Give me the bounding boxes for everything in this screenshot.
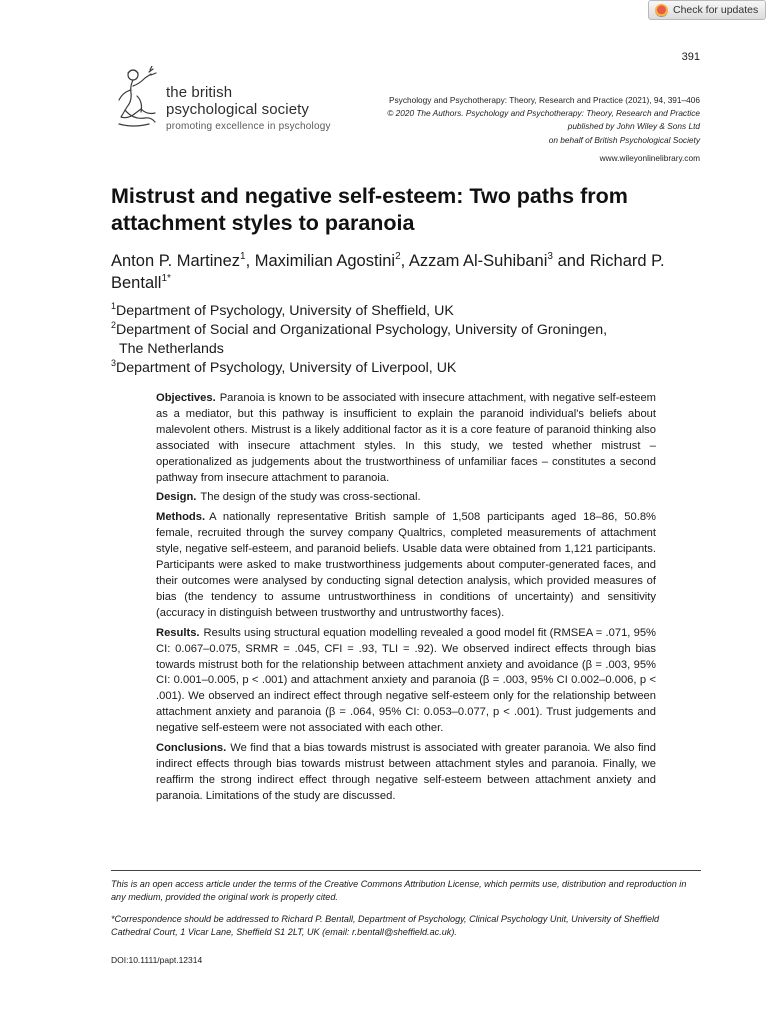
author-name: Richard P. Bentall bbox=[111, 252, 665, 292]
abstract-objectives bbox=[156, 391, 656, 486]
affiliations bbox=[111, 302, 711, 378]
logo-tagline: promoting excellence in psychology bbox=[166, 121, 331, 132]
affiliation-item bbox=[111, 302, 711, 321]
journal-info bbox=[387, 94, 700, 147]
journal-publisher: published by John Wiley & Sons Ltd bbox=[567, 121, 700, 132]
author-affiliation-mark: 3 bbox=[547, 251, 553, 262]
abstract bbox=[156, 391, 656, 809]
abstract-methods bbox=[156, 510, 656, 621]
footer-divider bbox=[111, 870, 701, 871]
abstract-section-text: We find that a bias towards mistrust is associated with greater paranoia. We also find indirect effects through bias towards mistrust between attachment styles and paranoia. Finally, we reaffirm the strong indirect effect through negative self-esteem between attachment anxiety and paranoia. Limitations of the study are discussed. bbox=[156, 742, 656, 802]
abstract-section-label: Objectives. bbox=[156, 392, 216, 404]
author-affiliation-mark: 1 bbox=[161, 273, 168, 284]
check-for-updates-label: Check for updates bbox=[673, 4, 759, 16]
abstract-section-label: Results. bbox=[156, 626, 200, 639]
corresponding-author-mark: * bbox=[167, 273, 171, 284]
abstract-section-label: Conclusions. bbox=[156, 742, 227, 755]
correspondence-note: *Correspondence should be addressed to Richard P. Bentall, Department of Psychology, Clinical Psychology Unit, University of Sheffield Cathedral Court, 1 Vicar Lane, Sheffield S1 2LT, UK (email: r.bentall@sheffield.ac.uk). bbox=[111, 914, 660, 938]
affiliation-number: 3 bbox=[111, 358, 117, 368]
journal-on-behalf: on behalf of British Psychological Society bbox=[548, 134, 700, 145]
author-affiliation-mark: 2 bbox=[395, 251, 401, 262]
doi-link[interactable]: DOI:10.1111/papt.12314 bbox=[111, 955, 203, 965]
affiliation-number: 1 bbox=[111, 301, 117, 311]
affiliation-text: Department of Psychology, University of Liverpool, UK bbox=[116, 360, 457, 376]
author-list: Anton P. Martinez$^1$, Maximilian Agostini$^2$, Azzam Al-Suhibani$^3$ and Richard P. Bentall$^{1*}$ bbox=[111, 251, 665, 292]
author-name: Anton P. Martinez bbox=[111, 252, 241, 270]
page-number: 391 bbox=[681, 51, 700, 63]
author-affiliation-mark: 1 bbox=[240, 251, 246, 262]
abstract-results bbox=[156, 626, 656, 737]
affiliation-text: Department of Psychology, University of Sheffield, UK bbox=[116, 303, 454, 319]
abstract-section-text: Results using structural equation modelling revealed a good model fit (RMSEA = .071, 95% CI: 0.067–0.075, SRMR = .045, CFI = .93, TLI = .92). We observed indirect effects through bias towards mistrust both for the relationship between attachment anxiety and avoidance (β = .003, 95% CI: 0.001–0.005, p < .001) and attachment anxiety and paranoia (β = .003, 95% CI 0.002–0.006, p < .001). We observed an indirect effect through negative self-esteem only for the relationship between attachment anxiety and paranoia (β = .064, 95% CI: 0.053–0.077, p < .001). Trust judgements and negative self-esteem were not associated with each other. bbox=[156, 626, 656, 735]
abstract-section-label: Design. bbox=[156, 491, 197, 504]
crossmark-icon bbox=[655, 4, 668, 17]
abstract-conclusions bbox=[156, 741, 656, 805]
affiliation-text: Department of Social and Organizational Psychology, University of Groningen, bbox=[116, 322, 608, 338]
author-conjunction: and bbox=[557, 252, 586, 270]
article-title: Mistrust and negative self-esteem: Two paths from attachment styles to paranoia bbox=[111, 184, 628, 235]
logo-line1: the british bbox=[166, 84, 233, 101]
abstract-design bbox=[156, 490, 656, 506]
abstract-section-text: Paranoia is known to be associated with insecure attachment, with negative self-esteem as a mediator, but this pathway is insufficient to explain the paranoid individual's beliefs about malevolent others. Mistrust is a likely additional factor as it is a core feature of paranoid thinking also associated with insecure attachment styles. In this study, we tested whether mistrust – operationalized as judgements about the trustworthiness of unfamiliar faces – constitutes a second pathway from insecure attachment to paranoia. bbox=[156, 392, 656, 484]
bps-logo-figure-icon bbox=[111, 66, 161, 132]
license-note: This is an open access article under the terms of the Creative Commons Attribution License, which permits use, distribution and reproduction in any medium, provided the original work is properly cited. bbox=[111, 879, 687, 903]
abstract-section-label: Methods. bbox=[156, 511, 206, 524]
bps-logo bbox=[166, 84, 331, 132]
abstract-section-text: The design of the study was cross-sectional. bbox=[200, 491, 421, 504]
check-for-updates-button[interactable] bbox=[648, 0, 766, 20]
affiliation-item bbox=[111, 321, 711, 340]
author-name: Azzam Al-Suhibani bbox=[408, 252, 548, 270]
journal-url-link[interactable]: www.wileyonlinelibrary.com bbox=[599, 153, 700, 163]
journal-copyright: © 2020 The Authors. Psychology and Psychotherapy: Theory, Research and Practice bbox=[387, 108, 700, 119]
abstract-section-text: A nationally representative British sample of 1,508 participants aged 18–86, 50.8% female, recruited through the survey company Qualtrics, completed measurements of attachment style, negative self-esteem, and paranoid beliefs. Usable data were obtained from 1,121 participants. Participants were asked to make trustworthiness judgements about computer-generated faces, and their outcomes were analysed by conducting signal detection analysis, which provided measures of bias (the tendency to assume untrustworthiness in conditions of uncertainty) and sensitivity (accuracy in distinguish between trustworthy and untrustworthy faces). bbox=[156, 511, 656, 619]
journal-citation: Psychology and Psychotherapy: Theory, Research and Practice (2021), 94, 391–406 bbox=[388, 95, 700, 105]
affiliation-continuation: The Netherlands bbox=[119, 341, 224, 357]
affiliation-item bbox=[111, 359, 711, 378]
logo-line2: psychological society bbox=[166, 101, 310, 118]
affiliation-number: 2 bbox=[111, 320, 117, 330]
author-name: Maximilian Agostini bbox=[254, 252, 396, 270]
